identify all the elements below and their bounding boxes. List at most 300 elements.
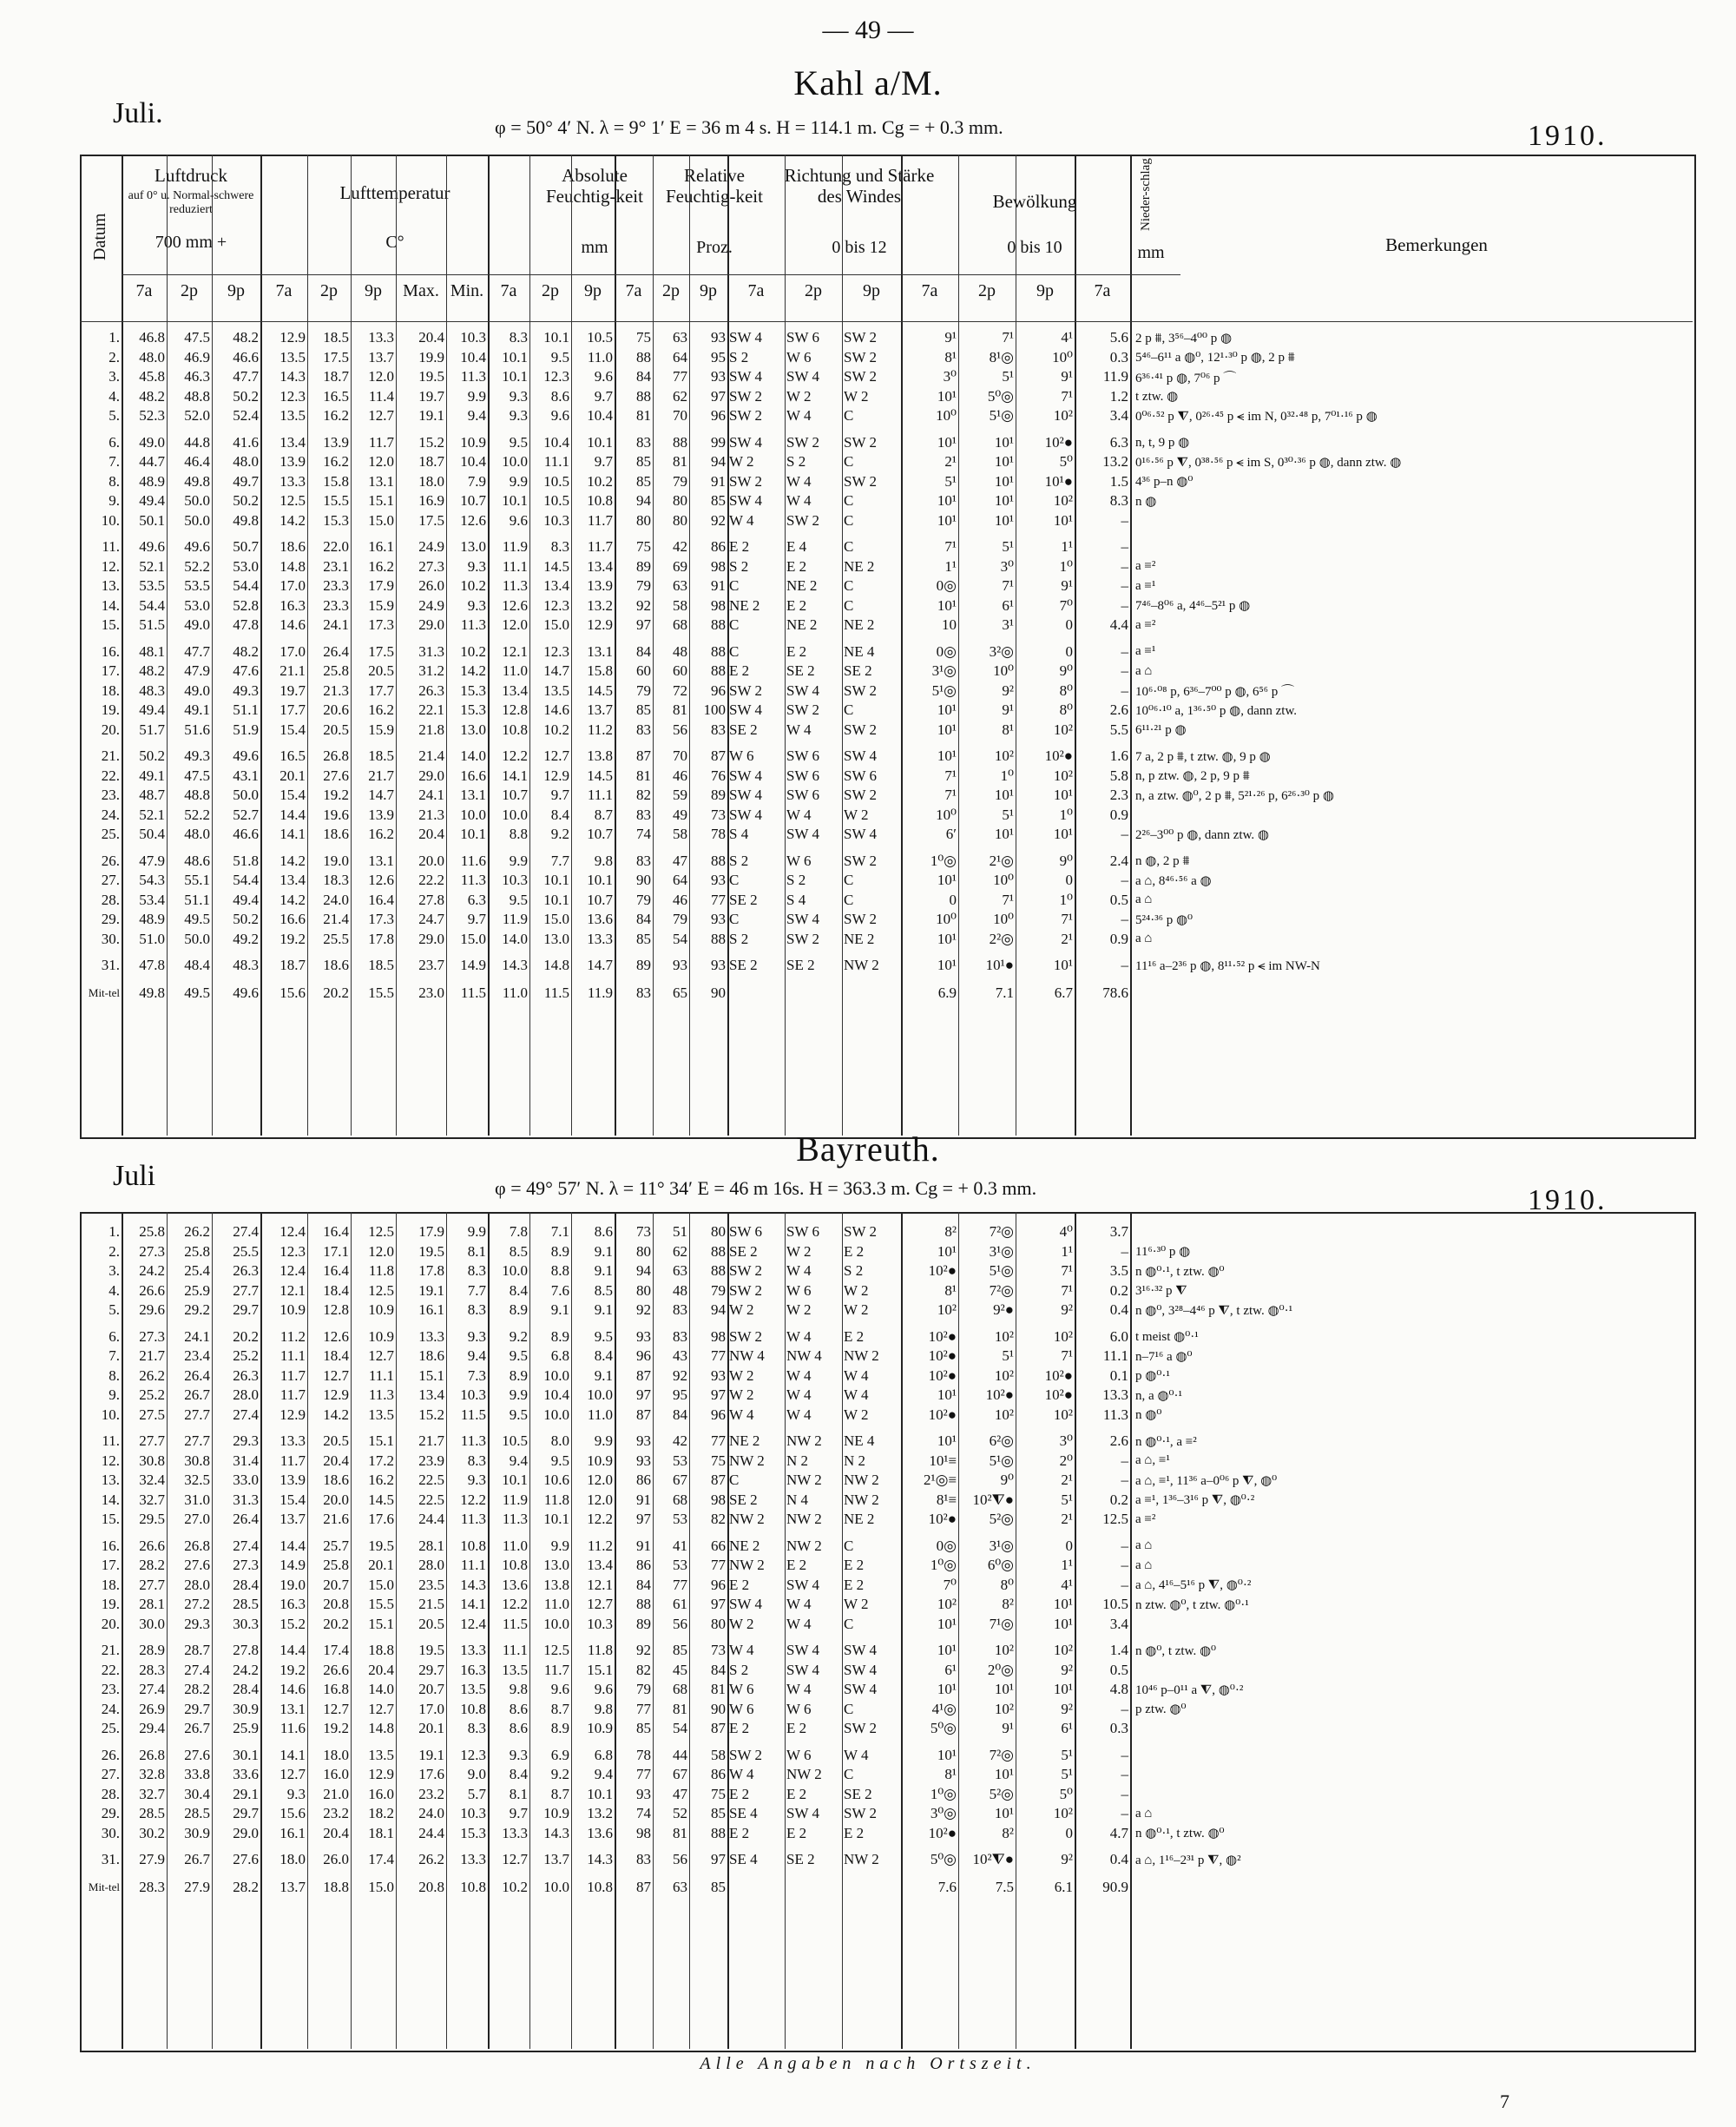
cell-t7: 13.7 [279, 1878, 306, 1895]
cell-b9: 6.7 [1054, 984, 1073, 1001]
cell-a7: 9.9 [509, 852, 528, 869]
cell-w9: SW 4 [844, 1642, 877, 1659]
cell-w7: SW 4 [729, 787, 762, 804]
cell-a9: 10.8 [587, 492, 613, 510]
cell-b9: 10² [1053, 767, 1073, 784]
table-row [80, 557, 1644, 577]
cell-b2: 5⁰◎ [987, 387, 1014, 405]
cell-w2: SW 2 [786, 511, 819, 529]
term-header-b7: 7a [921, 281, 938, 300]
cell-w2: W 4 [786, 1386, 812, 1404]
cell-datum: 10. [101, 1406, 120, 1423]
cell-p7: 27.3 [139, 1242, 165, 1260]
cell-p7: 49.6 [139, 538, 165, 556]
cell-b7: 6.9 [937, 984, 957, 1001]
cell-w2: E 2 [786, 1557, 807, 1574]
column-rule-bayreuth [653, 1212, 654, 2049]
cell-a2: 9.5 [550, 348, 569, 365]
column-rule-kahl [396, 155, 397, 1136]
cell-p7: 24.2 [139, 1262, 165, 1280]
table-row [80, 786, 1644, 806]
cell-tmax: 20.4 [418, 826, 444, 843]
cell-t7: 12.9 [279, 1406, 306, 1423]
table-row [80, 1537, 1644, 1557]
cell-w7: W 2 [729, 453, 754, 471]
cell-a9: 8.5 [594, 1281, 613, 1299]
cell-t9: 20.5 [368, 662, 394, 680]
cell-r7: 87 [636, 1878, 651, 1895]
cell-a9: 13.9 [587, 577, 613, 595]
cell-b2: 8¹ [1002, 721, 1014, 738]
cell-a9: 10.9 [587, 1452, 613, 1469]
cell-w9: NW 2 [844, 1472, 879, 1489]
cell-a9: 11.8 [587, 1642, 613, 1659]
column-rule-kahl [260, 155, 262, 1136]
cell-nied: – [1121, 682, 1128, 699]
cell-bem [1130, 1765, 1644, 1785]
cell-bem: 0⁰⁶·⁵² p ⧨, 0²⁶·⁴⁵ p ⪪ im N, 0³²·⁴⁸ p, 7⁰¹·¹⁶ p ◍ [1135, 409, 1378, 424]
table-row [80, 1824, 1644, 1844]
cell-tmin: 13.3 [460, 1642, 486, 1659]
cell-w9: SW 2 [844, 433, 877, 451]
cell-r2: 70 [673, 747, 687, 765]
cell-b7: 6′ [945, 826, 957, 843]
cell-b2: 10¹ [994, 1766, 1014, 1783]
cell-w2 [785, 1870, 842, 1905]
cell-a7: 10.1 [502, 1472, 528, 1489]
column-rule-bayreuth [901, 1212, 903, 2049]
column-rule-kahl [615, 155, 616, 1136]
cell-a9: 9.5 [594, 1327, 613, 1345]
cell-tmin: 11.3 [460, 872, 486, 889]
cell-b2: 7¹ [1002, 329, 1014, 346]
cell-b9: 5¹ [1061, 1746, 1073, 1763]
cell-b9: 10² [1053, 1805, 1073, 1822]
cell-p2: 31.0 [184, 1491, 210, 1508]
cell-a7: 10.3 [502, 872, 528, 889]
cell-w9: SW 2 [844, 721, 877, 738]
table-row [80, 348, 1644, 368]
cell-nied: 2.6 [1109, 1432, 1128, 1450]
cell-r2: 81 [673, 453, 687, 471]
cell-bem: a ≡¹ [1135, 578, 1156, 593]
cell-b2: 10¹ [994, 453, 1014, 471]
cell-b7: 5¹◎ [931, 682, 957, 699]
cell-t9: 12.7 [368, 1347, 394, 1365]
cell-r9: 88 [711, 642, 726, 660]
cell-r7: 97 [636, 1386, 651, 1404]
station-title-kahl: Kahl a/M. [793, 63, 943, 102]
cell-a9: 14.5 [587, 682, 613, 699]
cell-b9: 10¹ [1053, 1681, 1073, 1698]
cell-datum: 24. [101, 1700, 120, 1717]
cell-t9: 15.9 [368, 721, 394, 738]
cell-a9: 6.8 [594, 1746, 613, 1763]
cell-b7: 10²● [928, 1366, 957, 1384]
cell-w2: W 2 [786, 1301, 812, 1319]
cell-p7: 49.4 [139, 701, 165, 719]
cell-r9: 77 [711, 1432, 726, 1450]
cell-b9: 7¹ [1061, 387, 1073, 405]
cell-w9: NW 2 [844, 957, 879, 974]
term-header-w9: 9p [863, 281, 880, 300]
cell-p9: 28.4 [233, 1681, 259, 1698]
cell-w2 [785, 976, 842, 1011]
cell-p9: 49.4 [233, 891, 259, 908]
cell-w2: W 4 [786, 806, 812, 823]
cell-t9: 11.7 [368, 433, 394, 451]
cell-t9: 11.4 [368, 387, 394, 405]
cell-a2: 10.1 [543, 329, 569, 346]
term-header-t9: 9p [365, 281, 382, 300]
cell-b2: 10¹ [994, 826, 1014, 843]
cell-r7: 79 [636, 1681, 651, 1698]
cell-p2: 28.2 [184, 1681, 210, 1698]
cell-a7: 11.9 [502, 911, 528, 928]
cell-p7: 25.8 [139, 1223, 165, 1241]
cell-p2: 49.0 [184, 682, 210, 699]
cell-datum: 17. [101, 1557, 120, 1574]
cell-a7: 7.8 [509, 1223, 528, 1241]
cell-datum: 29. [101, 1805, 120, 1822]
cell-a9: 12.0 [587, 1491, 613, 1508]
cell-tmax: 15.2 [418, 433, 444, 451]
cell-r9: 95 [711, 348, 726, 365]
column-rule-kahl [653, 155, 654, 1136]
cell-b2: 10¹● [985, 957, 1014, 974]
cell-tmax: 19.1 [418, 1281, 444, 1299]
cell-r2: 62 [673, 1242, 687, 1260]
cell-p9: 46.6 [233, 348, 259, 365]
cell-a7: 13.3 [502, 1824, 528, 1841]
cell-w2: W 4 [786, 492, 812, 510]
cell-datum: 30. [101, 930, 120, 947]
cell-a7: 12.7 [502, 1851, 528, 1868]
month-label-kahl: Juli. [113, 97, 163, 129]
cell-w9: NW 2 [844, 1491, 879, 1508]
cell-a2: 7.7 [550, 852, 569, 869]
cell-p9: 53.0 [233, 557, 259, 575]
cell-w7: SW 4 [729, 701, 762, 719]
cell-datum: 26. [101, 1746, 120, 1763]
term-header-tmin: Min. [450, 281, 484, 300]
cell-tmax: 16.1 [418, 1301, 444, 1319]
cell-bem: a ≡¹, 1³⁶–3¹⁶ p ⧨, ◍⁰·² [1135, 1493, 1255, 1508]
cell-a9: 10.1 [587, 433, 613, 451]
cell-bem: n ◍⁰·¹, t ztw. ◍⁰ [1135, 1264, 1225, 1279]
table-row [80, 871, 1644, 891]
cell-w9: SW 2 [844, 1223, 877, 1241]
cell-a9: 9.8 [594, 1700, 613, 1717]
cell-p7: 48.2 [139, 662, 165, 680]
cell-p2: 26.7 [184, 1851, 210, 1868]
cell-r2: 62 [673, 387, 687, 405]
cell-tmax: 24.7 [418, 911, 444, 928]
cell-b9: 1¹ [1061, 1557, 1073, 1574]
cell-datum: 27. [101, 872, 120, 889]
cell-r9: 93 [711, 329, 726, 346]
cell-r2: 63 [673, 1878, 687, 1895]
cell-datum: 18. [101, 1576, 120, 1593]
cell-p9: 26.4 [233, 1511, 259, 1528]
cell-a9: 8.6 [594, 1223, 613, 1241]
cell-b9: 10¹● [1044, 472, 1073, 490]
cell-b7: 8¹ [944, 348, 957, 365]
cell-r7: 89 [636, 1615, 651, 1632]
cell-t2: 18.0 [323, 1746, 349, 1763]
cell-b9: 7¹ [1061, 1347, 1073, 1365]
cell-b7: 6¹ [944, 1661, 957, 1678]
cell-w9: NE 2 [844, 557, 875, 575]
cell-t2: 21.0 [323, 1785, 349, 1802]
cell-tmax: 29.7 [418, 1661, 444, 1678]
table-row [80, 511, 1644, 531]
column-rule-bayreuth [689, 1212, 690, 2049]
cell-tmax: 22.5 [418, 1472, 444, 1489]
cell-datum: 1. [108, 1223, 120, 1241]
cell-a9: 13.6 [587, 1824, 613, 1841]
column-rule-bayreuth [212, 1212, 213, 2049]
cell-a2: 14.6 [543, 701, 569, 719]
cell-b7: 7.6 [937, 1878, 957, 1895]
cell-datum: 15. [101, 1511, 120, 1528]
cell-datum: 19. [101, 1596, 120, 1613]
cell-p9: 54.4 [233, 577, 259, 595]
cell-b9: 5⁰ [1059, 1785, 1073, 1802]
cell-w9: C [844, 511, 854, 529]
cell-t2: 20.6 [323, 701, 349, 719]
cell-w7: E 2 [729, 1576, 750, 1593]
table-row [80, 747, 1644, 767]
cell-a7: 9.5 [509, 1347, 528, 1365]
cell-t9: 17.6 [368, 1511, 394, 1528]
cell-a9: 11.0 [587, 348, 613, 365]
mittel-row [80, 976, 1644, 1011]
cell-t9: 14.0 [368, 1681, 394, 1698]
cell-tmax: 24.0 [418, 1805, 444, 1822]
cell-t2: 20.5 [323, 721, 349, 738]
table-row [80, 806, 1644, 826]
cell-a7: 8.8 [509, 826, 528, 843]
cell-b2: 5²◎ [989, 1511, 1014, 1528]
cell-p2: 50.0 [184, 930, 210, 947]
cell-b2: 9²● [993, 1301, 1014, 1319]
table-row [80, 1386, 1644, 1406]
cell-r7: 84 [636, 642, 651, 660]
cell-datum: 6. [108, 433, 120, 451]
column-rule-bayreuth [351, 1212, 352, 2049]
column-rule-kahl [307, 155, 308, 1136]
cell-w9: E 2 [844, 1242, 865, 1260]
cell-p9: 48.0 [233, 453, 259, 471]
cell-a7: 11.3 [502, 1511, 528, 1528]
cell-r7: 78 [636, 1746, 651, 1763]
cell-t9: 15.0 [368, 1878, 394, 1895]
cell-b2: 10² [994, 1406, 1014, 1423]
cell-b2: 5¹ [1002, 538, 1014, 556]
cell-p9: 25.2 [233, 1347, 259, 1365]
cell-b9: 10² [1053, 407, 1073, 425]
cell-b7: 10¹ [937, 957, 957, 974]
header-lufttemperatur: Lufttemperatur [339, 182, 450, 203]
cell-b9: 0 [1065, 642, 1073, 660]
cell-p7: 48.7 [139, 787, 165, 804]
cell-p2: 52.2 [184, 557, 210, 575]
table-row [80, 1510, 1644, 1530]
cell-r2: 64 [673, 348, 687, 365]
table-row [80, 1719, 1644, 1739]
cell-a2: 9.1 [550, 1301, 569, 1319]
cell-t9: 16.2 [368, 826, 394, 843]
table-row [80, 910, 1644, 930]
cell-p7: 29.6 [139, 1301, 165, 1319]
cell-t7: 17.0 [279, 577, 306, 595]
cell-bem: a ⌂, 8⁴⁶·⁵⁶ a ◍ [1135, 873, 1212, 888]
term-header-b2: 2p [978, 281, 996, 300]
cell-r9: 73 [711, 1642, 726, 1659]
cell-r2: 47 [673, 852, 687, 869]
cell-r7: 88 [636, 387, 651, 405]
cell-b2: 5²◎ [989, 1785, 1014, 1802]
cell-w7: SE 2 [729, 1242, 758, 1260]
cell-w2: W 6 [786, 348, 812, 365]
cell-tmax: 22.5 [418, 1491, 444, 1508]
cell-b7: 10⁰ [936, 407, 957, 425]
cell-b2: 10¹ [994, 433, 1014, 451]
cell-a2: 14.5 [543, 557, 569, 575]
cell-p2: 55.1 [184, 872, 210, 889]
cell-bem: p ◍⁰·¹ [1135, 1369, 1170, 1384]
cell-r2: 69 [673, 557, 687, 575]
cell-bem: 2 p ⩩, 3⁵⁶–4⁰⁰ p ◍ [1135, 331, 1233, 346]
cell-b7: 10¹ [937, 433, 957, 451]
column-rule-bayreuth [488, 1212, 490, 2049]
cell-a2: 6.9 [550, 1746, 569, 1763]
table-row [80, 852, 1644, 872]
cell-p2: 26.7 [184, 1720, 210, 1737]
cell-b2: 10² [994, 1642, 1014, 1659]
cell-a2: 15.0 [543, 616, 569, 634]
cell-a9: 10.4 [587, 407, 613, 425]
cell-nied: 78.6 [1102, 984, 1128, 1001]
cell-r2: 43 [673, 1347, 687, 1365]
cell-w2: W 2 [786, 387, 812, 405]
cell-b7: 8¹≡ [936, 1491, 957, 1508]
cell-b9: 5¹ [1061, 1491, 1073, 1508]
cell-w7: SE 4 [729, 1851, 758, 1868]
cell-b7: 2¹ [944, 453, 957, 471]
cell-tmax: 17.9 [418, 1223, 444, 1241]
cell-a7: 12.2 [502, 747, 528, 765]
cell-w7: W 6 [729, 1700, 754, 1717]
cell-p7: 27.5 [139, 1406, 165, 1423]
cell-a2: 11.5 [543, 984, 569, 1001]
header-abs-feucht: Absolute Feuchtig-keit [546, 165, 643, 207]
cell-a7: 10.2 [502, 1878, 528, 1895]
cell-p2: 49.6 [184, 538, 210, 556]
cell-nied: 3.7 [1109, 1223, 1128, 1241]
cell-r9: 92 [711, 511, 726, 529]
cell-r7: 84 [636, 911, 651, 928]
cell-r7: 91 [636, 1537, 651, 1554]
cell-p9: 28.5 [233, 1596, 259, 1613]
cell-w7: SW 4 [729, 492, 762, 510]
cell-a9: 9.4 [594, 1766, 613, 1783]
coords-kahl: φ = 50° 4′ N. λ = 9° 1′ E = 36 m 4 s. H = 114.1 m. Cg = + 0.3 mm. [495, 116, 1003, 138]
cell-w9: SW 2 [844, 787, 877, 804]
cell-r2: 59 [673, 787, 687, 804]
cell-w9: SW 2 [844, 1720, 877, 1737]
cell-b2: 7²◎ [989, 1281, 1014, 1299]
cell-a2: 13.0 [543, 930, 569, 947]
cell-tmin: 11.1 [460, 1557, 486, 1574]
cell-b9: 1¹ [1061, 538, 1073, 556]
cell-w2: NW 2 [786, 1766, 822, 1783]
cell-t7: 12.5 [279, 492, 306, 510]
cell-tmin: 9.0 [467, 1766, 486, 1783]
cell-b9: 7¹ [1061, 911, 1073, 928]
cell-b9: 0 [1065, 1824, 1073, 1841]
cell-t2: 20.7 [323, 1576, 349, 1593]
cell-w7: W 6 [729, 747, 754, 765]
cell-datum: 7. [108, 1347, 120, 1365]
cell-tmax: 23.2 [418, 1785, 444, 1802]
cell-w7: W 2 [729, 1615, 754, 1632]
cell-p9: 47.8 [233, 616, 259, 634]
cell-t7: 11.2 [279, 1327, 306, 1345]
table-row [80, 1242, 1644, 1262]
column-rule-kahl [1130, 155, 1132, 1136]
cell-w9 [842, 976, 901, 1011]
cell-t2: 16.2 [323, 453, 349, 471]
cell-r2: 79 [673, 472, 687, 490]
cell-a2: 10.0 [543, 1406, 569, 1423]
cell-nied: – [1121, 1766, 1128, 1783]
cell-bem [1130, 1785, 1644, 1805]
cell-p9: 31.3 [233, 1491, 259, 1508]
cell-p9: 50.2 [233, 492, 259, 510]
cell-r9: 91 [711, 472, 726, 490]
gap-cell [80, 635, 1644, 642]
cell-p7: 32.4 [139, 1472, 165, 1489]
cell-r9: 77 [711, 891, 726, 908]
table-row [80, 825, 1644, 845]
cell-a9: 9.6 [594, 1681, 613, 1698]
cell-b9: 2⁰ [1059, 1452, 1073, 1469]
cell-w2: W 6 [786, 1281, 812, 1299]
cell-a2: 10.0 [543, 1366, 569, 1384]
cell-p7: 26.6 [139, 1537, 165, 1554]
cell-bem: n ◍⁰ [1135, 1408, 1162, 1423]
cell-a9: 11.7 [587, 511, 613, 529]
cell-b7: 10¹ [937, 701, 957, 719]
cell-a7: 9.9 [509, 1386, 528, 1404]
cell-tmax: 19.9 [418, 348, 444, 365]
cell-p9: 27.7 [233, 1281, 259, 1299]
cell-w7: E 2 [729, 1720, 750, 1737]
cell-datum: 5. [108, 1301, 120, 1319]
cell-t7: 12.4 [279, 1223, 306, 1241]
cell-nied: – [1121, 872, 1128, 889]
cell-nied: 6.3 [1109, 433, 1128, 451]
cell-b7: 10¹ [937, 1642, 957, 1659]
cell-tmin: 13.5 [460, 1681, 486, 1698]
cell-a7: 11.0 [502, 1537, 528, 1554]
cell-p7: 30.0 [139, 1615, 165, 1632]
cell-r9: 83 [711, 721, 726, 738]
cell-a2: 9.6 [550, 407, 569, 425]
cell-datum: 13. [101, 577, 120, 595]
